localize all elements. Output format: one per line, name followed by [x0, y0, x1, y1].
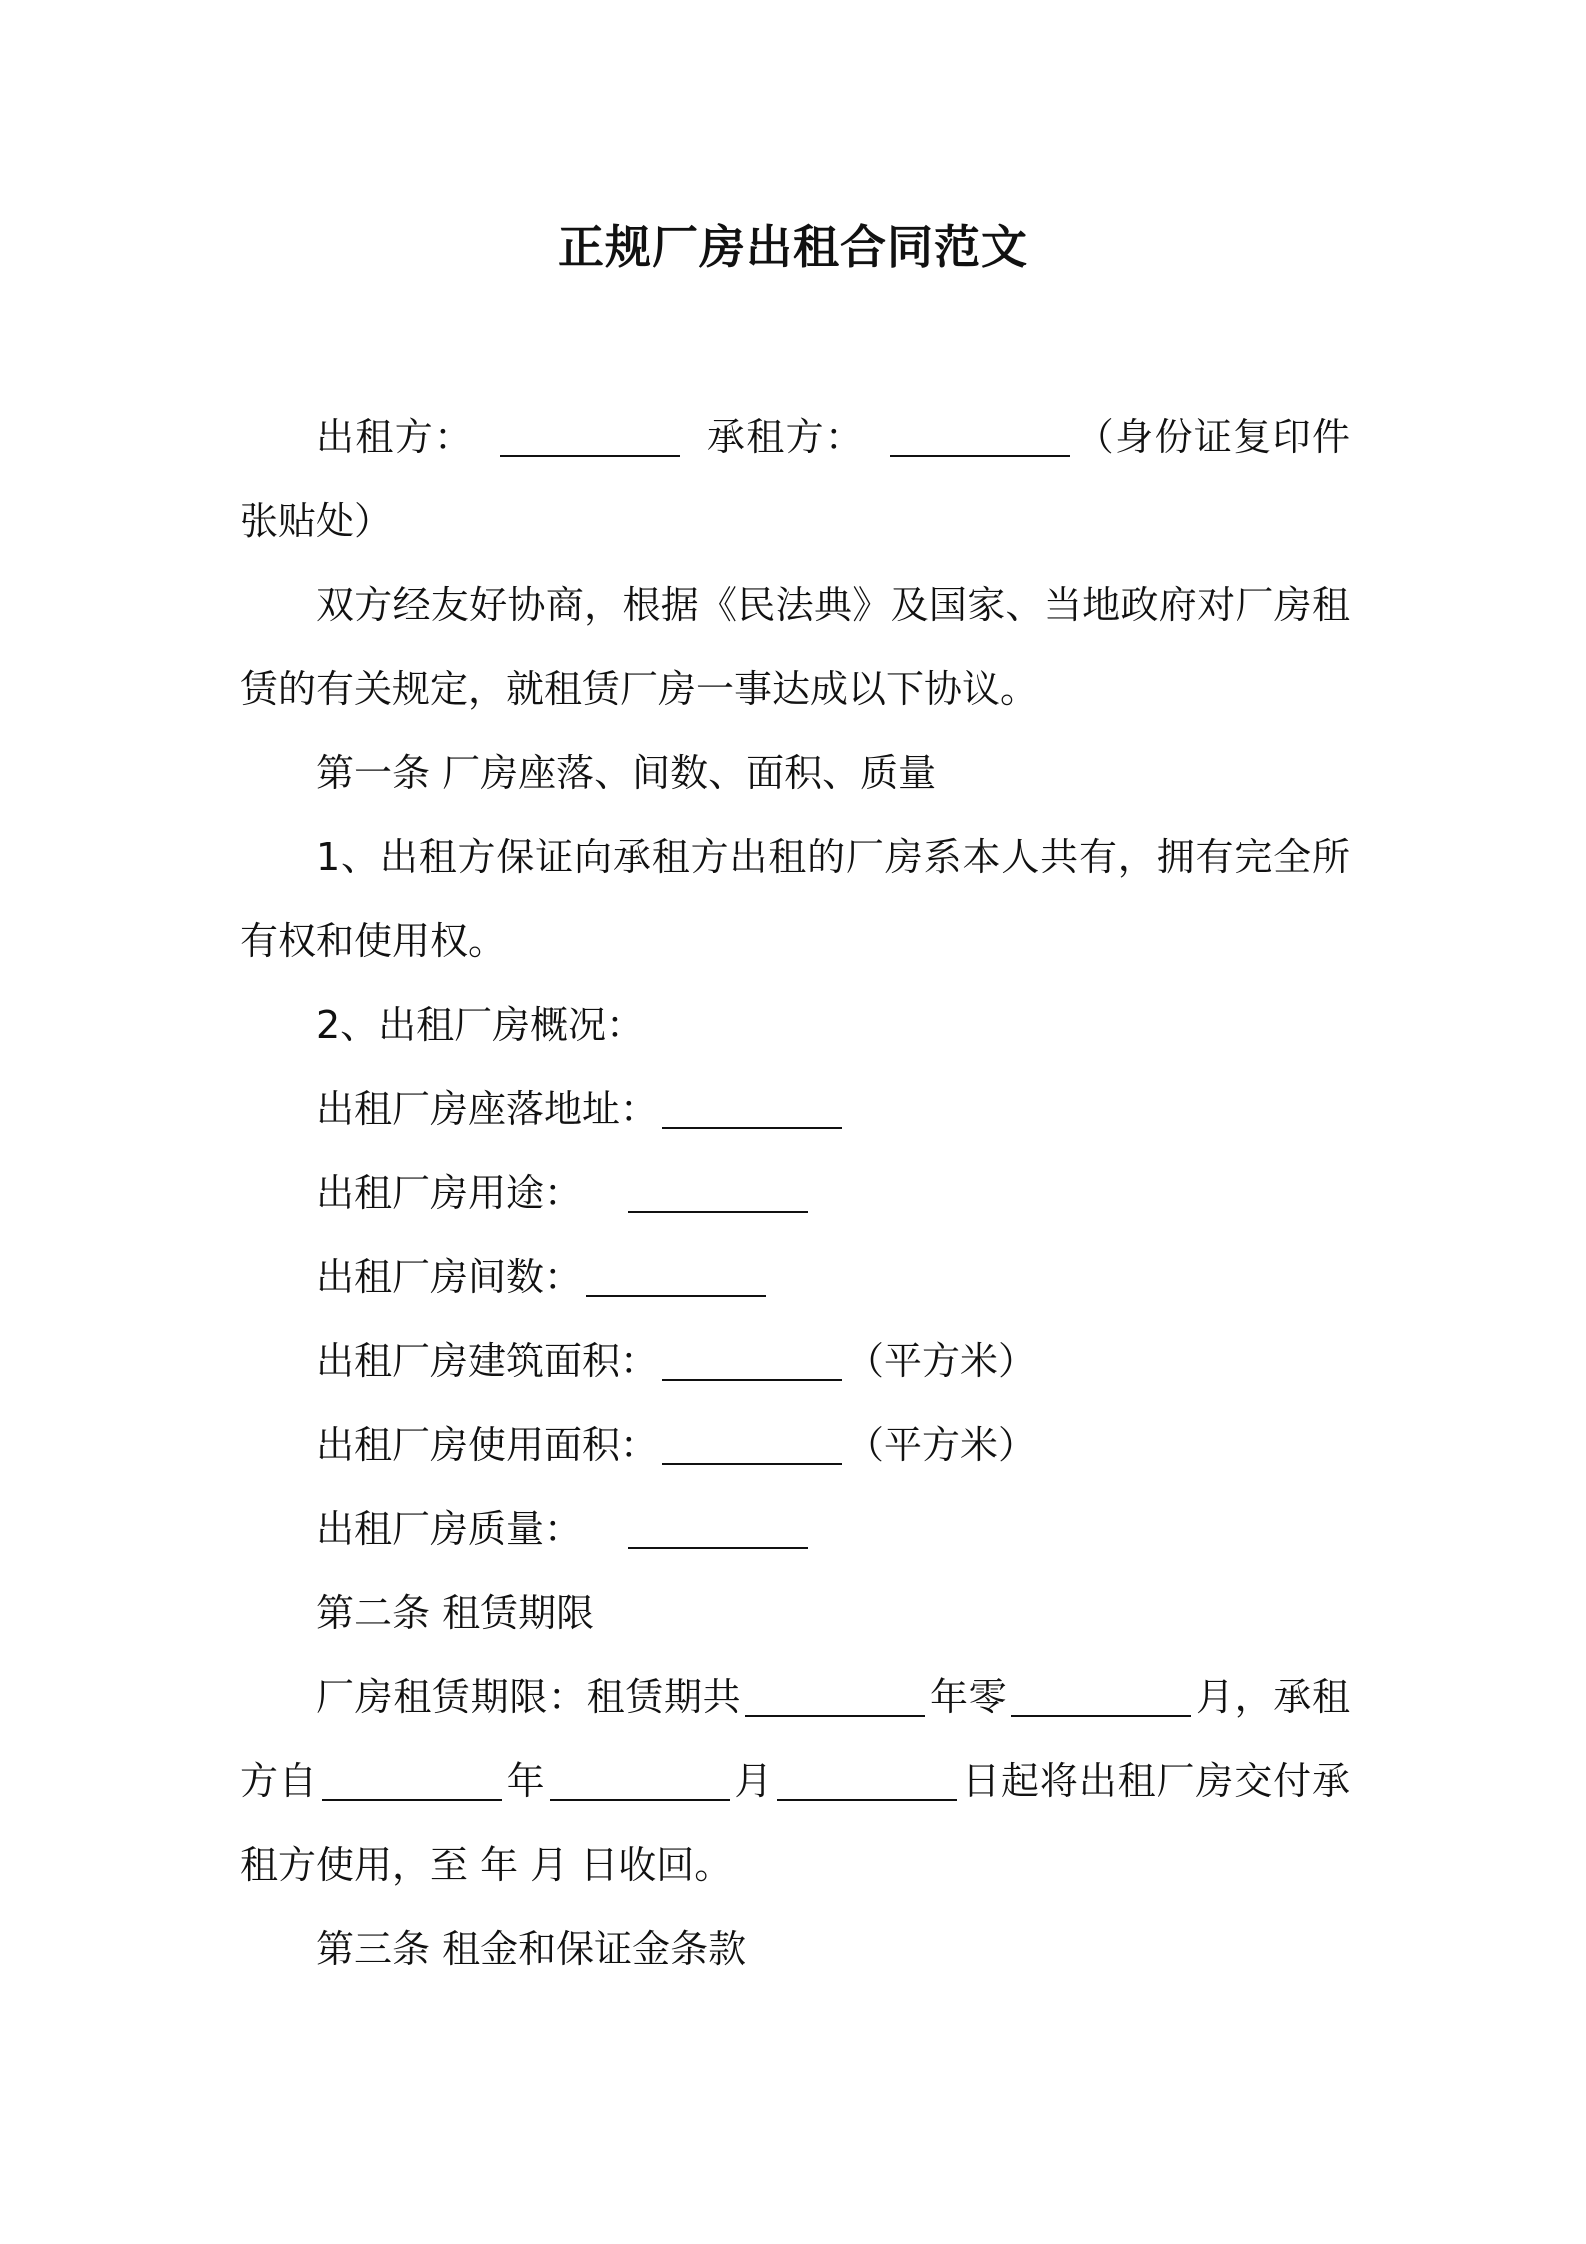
- start-day-blank: [777, 1761, 957, 1801]
- document-title: 正规厂房出租合同范文: [558, 220, 1028, 274]
- term-months-blank: [1011, 1677, 1191, 1717]
- document-body: [240, 395, 1350, 1991]
- usable-area-unit: （平方米）: [846, 1423, 1037, 1467]
- term-years-blank: [745, 1677, 925, 1717]
- quality-line: [240, 1487, 1350, 1571]
- term-prefix: 厂房租赁期限：租赁期共: [316, 1675, 742, 1719]
- lessor-blank: [500, 417, 680, 457]
- article1-item2: 2、出租厂房概况：: [316, 1003, 645, 1047]
- usable-area-label: 出租厂房使用面积：: [316, 1423, 659, 1467]
- building-area-label: 出租厂房建筑面积：: [316, 1339, 659, 1383]
- lessor-label: 出租方：: [316, 415, 474, 459]
- building-area-line: [240, 1319, 1350, 1403]
- article1-item1: 1、出租方保证向承租方出租的厂房系本人共有，拥有完全所有权和使用权。: [240, 835, 1350, 963]
- quality-blank: [628, 1509, 808, 1549]
- use-blank: [628, 1173, 808, 1213]
- address-label: 出租厂房座落地址：: [316, 1087, 659, 1131]
- start-year-blank: [322, 1761, 502, 1801]
- use-label: 出租厂房用途：: [316, 1171, 583, 1215]
- address-line: [240, 1067, 1350, 1151]
- term-month-label: 月，承租方自: [240, 1675, 1350, 1803]
- parties-paragraph: [240, 395, 1350, 563]
- usable-area-blank: [662, 1425, 842, 1465]
- start-day-label: 日起将出租厂房交付承租方使用，至 年 月 日收回。: [240, 1759, 1350, 1887]
- use-line: [240, 1151, 1350, 1235]
- building-area-unit: （平方米）: [846, 1339, 1037, 1383]
- id-copy-note: （身份证复印件张贴处）: [240, 415, 1350, 543]
- start-month-blank: [550, 1761, 730, 1801]
- rooms-line: [240, 1235, 1350, 1319]
- usable-area-line: [240, 1403, 1350, 1487]
- article2-heading: 第二条 租赁期限: [316, 1591, 595, 1635]
- lessee-blank: [890, 417, 1070, 457]
- rooms-label: 出租厂房间数：: [316, 1255, 583, 1299]
- term-year-label: 年零: [929, 1675, 1008, 1719]
- start-month-label: 月: [733, 1759, 774, 1803]
- lease-term-paragraph: [240, 1655, 1350, 1907]
- quality-label: 出租厂房质量：: [316, 1507, 583, 1551]
- address-blank: [662, 1089, 842, 1129]
- article1-heading: 第一条 厂房座落、间数、面积、质量: [316, 751, 937, 795]
- start-year-label: 年: [505, 1759, 546, 1803]
- article3-heading: 第三条 租金和保证金条款: [316, 1927, 747, 1971]
- intro-paragraph: 双方经友好协商，根据《民法典》及国家、当地政府对厂房租赁的有关规定，就租赁厂房一事达成以下协议。: [240, 583, 1350, 711]
- rooms-blank: [586, 1257, 766, 1297]
- lessee-label: 承租方：: [705, 415, 865, 459]
- building-area-blank: [662, 1341, 842, 1381]
